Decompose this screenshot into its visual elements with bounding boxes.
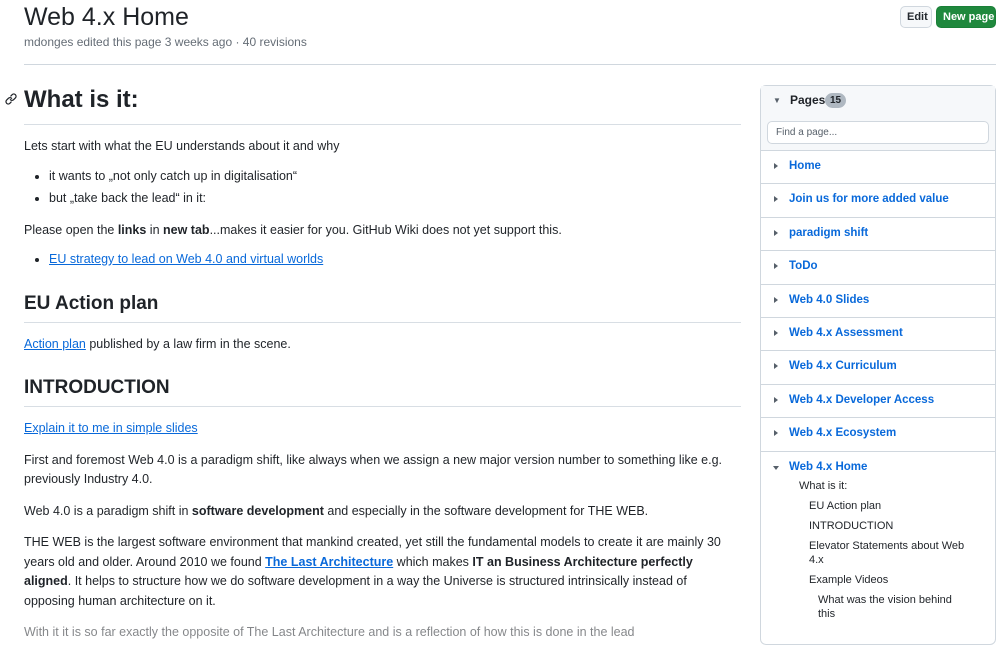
sidebar-item-todo[interactable] — [761, 251, 995, 284]
sidebar-item-paradigm-shift[interactable] — [761, 218, 995, 251]
sidebar-item-curriculum[interactable] — [761, 351, 995, 384]
new-page-button[interactable]: New page — [936, 6, 996, 28]
revision-meta[interactable]: mdonges edited this page 3 weeks ago · 40 revisions — [24, 35, 307, 49]
action-plan-paragraph: Action plan published by a law firm in the scene. — [24, 336, 291, 351]
software-dev-paragraph: Web 4.0 is a paradigm shift in software development and especially in the software development for THE WEB. — [24, 503, 649, 518]
chevron-right-icon[interactable] — [774, 230, 778, 236]
intro-paragraph: Lets start with what the EU understands about it and why — [24, 139, 340, 153]
pages-title: Pages — [790, 93, 826, 107]
last-architecture-link[interactable]: The Last Architecture — [265, 554, 394, 569]
heading-introduction: INTRODUCTION — [24, 374, 741, 407]
reason-list — [49, 167, 741, 209]
chevron-right-icon[interactable] — [774, 397, 778, 403]
link-anchor-icon[interactable] — [4, 92, 18, 106]
sidebar-item-label[interactable]: Web 4.x Ecosystem — [789, 427, 897, 440]
toc-item[interactable]: What was the vision behind this — [818, 593, 952, 620]
cutoff-paragraph: With it it is so far exactly the opposite of The Last Architecture and is a reflection of how this is done in the lead — [24, 625, 635, 639]
sidebar-item-label[interactable]: Web 4.x Home — [789, 460, 868, 473]
the-web-paragraph: THE WEB is the largest software environment that mankind created, yet still the fundamental models to create it are mainly 30 years old and older. Around 2010 we found The Last Architecture which makes IT an Business Architecture perfectly aligned. It helps to structure how we do software development in a way the Universe is structured intrinsically instead of opposing human architecture on it. — [24, 535, 721, 608]
find-page-input[interactable] — [767, 121, 989, 144]
slides-paragraph — [24, 419, 741, 439]
page-header — [24, 0, 996, 65]
sidebar-item-label[interactable]: Join us for more added value — [789, 193, 949, 206]
sidebar-item-ecosystem[interactable] — [761, 418, 995, 451]
sidebar-item-label[interactable]: ToDo — [789, 260, 818, 273]
chevron-right-icon[interactable] — [774, 263, 778, 269]
sidebar-item-home[interactable] — [761, 151, 995, 184]
toc-item[interactable]: INTRODUCTION — [809, 519, 894, 532]
simple-slides-link[interactable]: Explain it to me in simple slides — [24, 421, 198, 435]
sidebar-item-web4x-home[interactable] — [761, 452, 995, 635]
chevron-right-icon[interactable] — [774, 330, 778, 336]
chevron-right-icon[interactable] — [774, 163, 778, 169]
sidebar-item-label[interactable]: Web 4.0 Slides — [789, 293, 870, 306]
sidebar-item-join-us[interactable] — [761, 184, 995, 217]
list-item: • it wants to „not only catch up in digitalisation“ — [49, 167, 741, 187]
chevron-right-icon[interactable] — [774, 430, 778, 436]
toc-item[interactable]: What is it: — [799, 479, 848, 492]
link-list — [49, 250, 741, 270]
edit-button[interactable]: Edit — [900, 6, 932, 28]
chevron-right-icon[interactable] — [774, 297, 778, 303]
chevron-right-icon[interactable] — [774, 363, 778, 369]
sidebar-item-developer-access[interactable] — [761, 385, 995, 418]
chevron-right-icon[interactable] — [774, 196, 778, 202]
heading-what-is-it: What is it: — [24, 80, 741, 125]
toc-item[interactable]: Example Videos — [809, 573, 889, 586]
heading-eu-action-plan: EU Action plan — [24, 290, 741, 323]
toc-item[interactable]: Elevator Statements about Web 4.x — [809, 539, 965, 566]
sidebar-item-label[interactable]: Web 4.x Curriculum — [789, 360, 897, 373]
sidebar-item-web40-slides[interactable] — [761, 285, 995, 318]
sidebar-item-label[interactable]: Web 4.x Developer Access — [789, 393, 935, 406]
page-toc — [761, 473, 995, 621]
action-plan-link[interactable]: Action plan — [24, 336, 86, 351]
sidebar-item-label[interactable]: paradigm shift — [789, 226, 869, 239]
wiki-content — [24, 80, 741, 639]
page-title: Web 4.x Home — [24, 3, 189, 31]
paradigm-paragraph: First and foremost Web 4.0 is a paradigm shift, like always when we assign a new major version number to something like e.g. previously Industry 4.0. — [24, 452, 723, 486]
pages-header[interactable] — [761, 86, 995, 116]
list-item — [49, 250, 741, 270]
pages-count-badge: 15 — [825, 93, 846, 108]
toc-item[interactable]: EU Action plan — [809, 499, 882, 512]
search-wrap — [761, 116, 995, 151]
sidebar-item-assessment[interactable] — [761, 318, 995, 351]
sidebar-item-label[interactable]: Home — [789, 160, 821, 172]
chevron-down-icon[interactable]: ▼ — [773, 96, 781, 105]
open-links-paragraph: Please open the links in new tab...makes it easier for you. GitHub Wiki does not yet support this. — [24, 222, 562, 237]
pages-sidebar — [760, 85, 996, 645]
list-item: • but „take back the lead“ in it: — [49, 189, 741, 209]
sidebar-item-label[interactable]: Web 4.x Assessment — [789, 326, 903, 339]
eu-strategy-link[interactable]: EU strategy to lead on Web 4.0 and virtual worlds — [49, 252, 324, 266]
chevron-down-icon[interactable] — [773, 466, 779, 470]
